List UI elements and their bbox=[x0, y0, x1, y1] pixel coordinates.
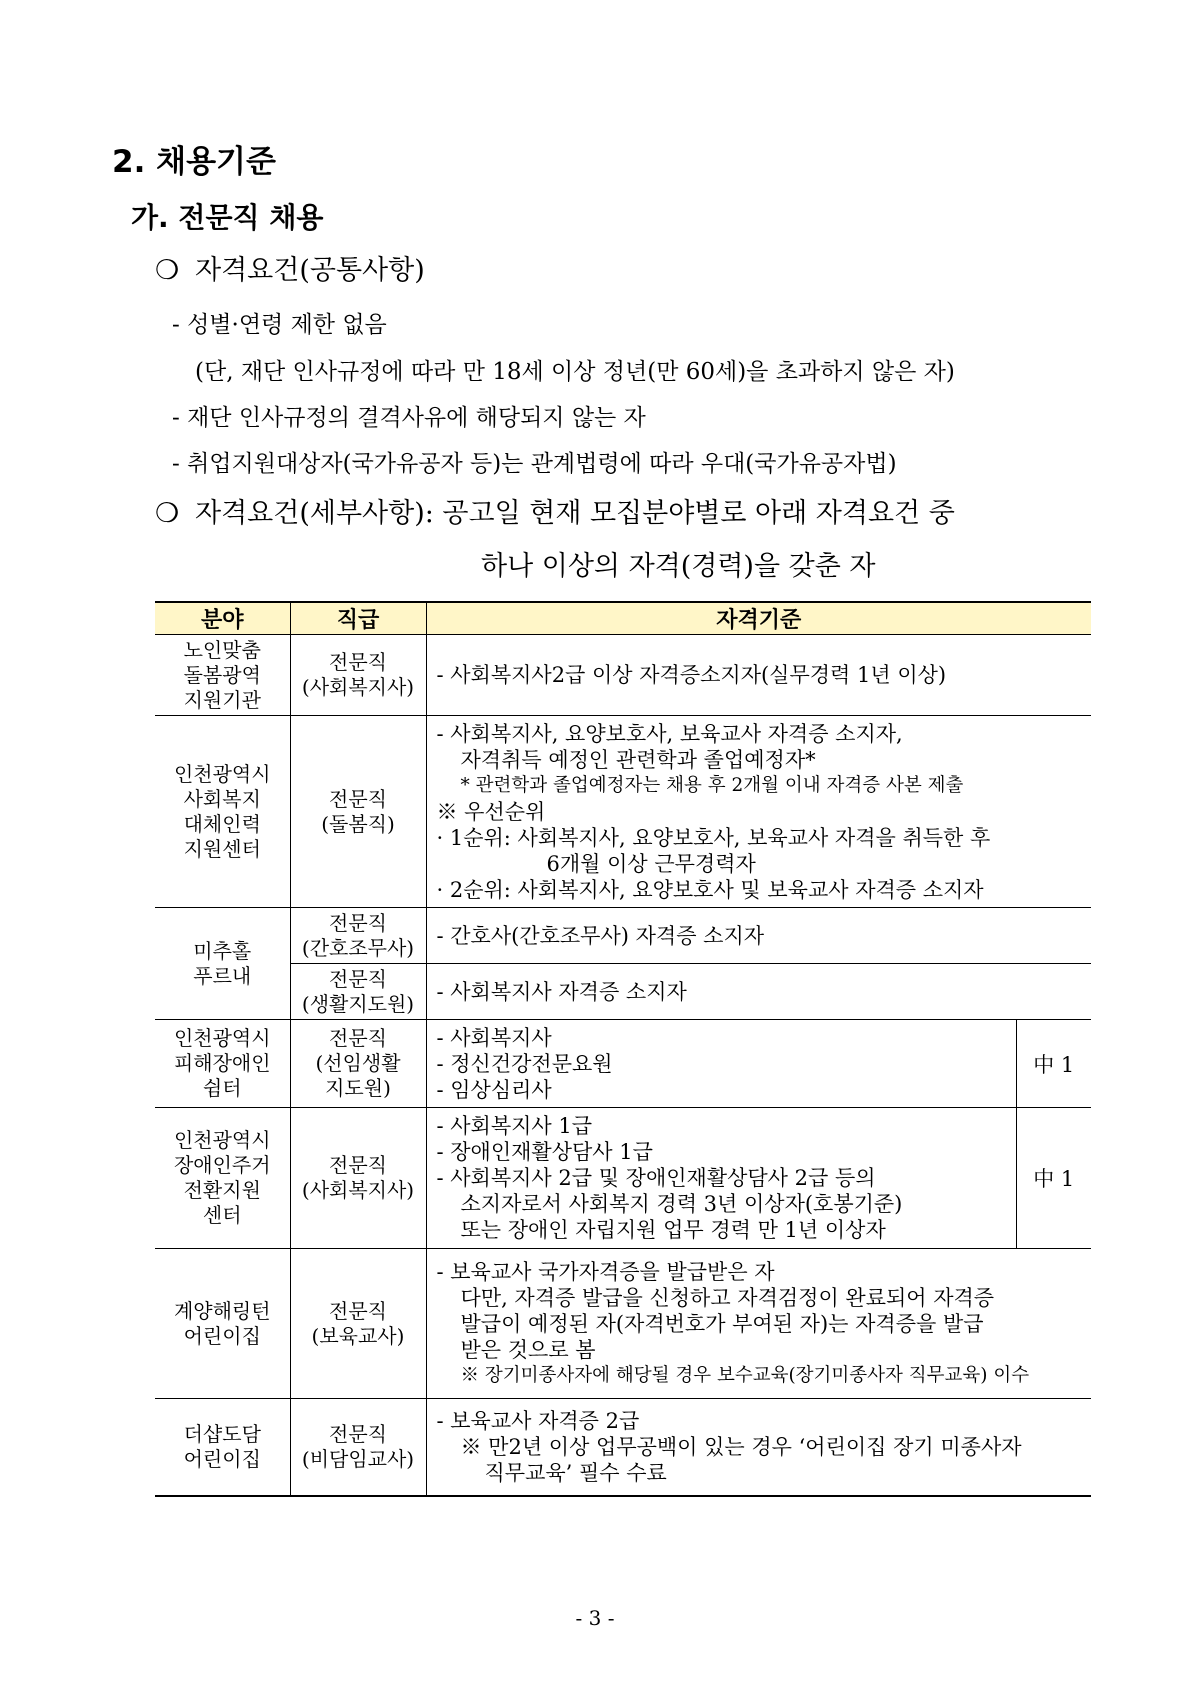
grade-cell: 전문직 (선임생활 지도원) bbox=[290, 1020, 426, 1108]
common-item: - 재단 인사규정의 결격사유에 해당되지 않는 자 bbox=[172, 405, 646, 431]
field-cell: 인천광역시 피해장애인 쉼터 bbox=[155, 1020, 290, 1108]
field-cell: 인천광역시 사회복지 대체인력 지원센터 bbox=[155, 716, 290, 908]
grade-cell: 전문직 (사회복지사) bbox=[290, 635, 426, 716]
detail-heading-text: 자격요건(세부사항): 공고일 현재 모집분야별로 아래 자격요건 중 bbox=[195, 498, 955, 529]
table-row bbox=[155, 964, 1091, 1020]
header-field: 분야 bbox=[155, 602, 290, 635]
grade-cell: 전문직 (비담임교사) bbox=[290, 1399, 426, 1496]
subsection-title: 가. 전문직 채용 bbox=[131, 201, 324, 234]
field-cell: 미추홀 푸르내 bbox=[155, 908, 290, 1020]
grade-cell: 전문직 (사회복지사) bbox=[290, 1108, 426, 1249]
field-cell: 계양해링턴 어린이집 bbox=[155, 1249, 290, 1399]
common-item: - 취업지원대상자(국가유공자 등)는 관계법령에 따라 우대(국가유공자법) bbox=[172, 451, 897, 477]
table-row bbox=[155, 635, 1091, 716]
field-cell: 더샵도담 어린이집 bbox=[155, 1399, 290, 1496]
common-item: (단, 재단 인사규정에 따라 만 18세 이상 정년(만 60세)을 초과하지 않은 자) bbox=[195, 359, 955, 385]
detail-heading bbox=[155, 491, 955, 530]
circle-bullet-icon: ❍ bbox=[155, 498, 180, 529]
criteria-cell: - 보육교사 국가자격증을 발급받은 자 다만, 자격증 발급을 신청하고 자격검정이 완료되어 자격증 발급이 예정된 자(자격번호가 부여된 자)는 자격증을 발급 받은 것으로 봄 ※ 장기미종사자에 해당될 경우 보수교육(장기미종사자 직무교육) 이수 bbox=[426, 1249, 1091, 1399]
criteria-cell: - 사회복지사 자격증 소지자 bbox=[426, 964, 1091, 1020]
criteria-cell: - 간호사(간호조무사) 자격증 소지자 bbox=[426, 908, 1091, 964]
circle-bullet-icon: ❍ bbox=[155, 255, 180, 286]
criteria-cell: - 사회복지사, 요양보호사, 보육교사 자격증 소지자, 자격취득 예정인 관련학과 졸업예정자* * 관련학과 졸업예정자는 채용 후 2개월 이내 자격증 사본 제출 ※ 우선순위 · 1순위: 사회복지사, 요양보호사, 보육교사 자격을 취득한 후 6개월 이상 근무경력자 · 2순위: 사회복지사, 요양보호사 및 보육교사 자격증 소지자 bbox=[426, 716, 1091, 908]
table-header-row bbox=[155, 602, 1091, 635]
table-row bbox=[155, 1249, 1091, 1399]
page-number: - 3 - bbox=[575, 1606, 615, 1630]
table-row bbox=[155, 1108, 1091, 1249]
common-heading bbox=[155, 248, 425, 287]
requirements-table bbox=[155, 601, 1091, 1497]
table-row bbox=[155, 1399, 1091, 1496]
note-cell: 中 1 bbox=[1016, 1108, 1091, 1249]
header-grade: 직급 bbox=[290, 602, 426, 635]
section-title: 2. 채용기준 bbox=[112, 144, 276, 180]
table-row bbox=[155, 908, 1091, 964]
note-cell: 中 1 bbox=[1016, 1020, 1091, 1108]
header-criteria: 자격기준 bbox=[426, 602, 1091, 635]
grade-cell: 전문직 (생활지도원) bbox=[290, 964, 426, 1020]
grade-cell: 전문직 (보육교사) bbox=[290, 1249, 426, 1399]
grade-cell: 전문직 (간호조무사) bbox=[290, 908, 426, 964]
criteria-cell: - 보육교사 자격증 2급 ※ 만2년 이상 업무공백이 있는 경우 ‘어린이집 장기 미종사자 직무교육’ 필수 수료 bbox=[426, 1399, 1091, 1496]
detail-heading-cont: 하나 이상의 자격(경력)을 갖춘 자 bbox=[481, 551, 876, 582]
grade-cell: 전문직 (돌봄직) bbox=[290, 716, 426, 908]
criteria-cell: - 사회복지사2급 이상 자격증소지자(실무경력 1년 이상) bbox=[426, 635, 1091, 716]
table-row bbox=[155, 716, 1091, 908]
field-cell: 인천광역시 장애인주거 전환지원 센터 bbox=[155, 1108, 290, 1249]
criteria-cell: - 사회복지사 - 정신건강전문요원 - 임상심리사 bbox=[426, 1020, 1016, 1108]
criteria-cell: - 사회복지사 1급 - 장애인재활상담사 1급 - 사회복지사 2급 및 장애인재활상담사 2급 등의 소지자로서 사회복지 경력 3년 이상자(호봉기준) 또는 장애인 자립지원 업무 경력 만 1년 이상자 bbox=[426, 1108, 1016, 1249]
common-heading-text: 자격요건(공통사항) bbox=[195, 255, 425, 286]
common-item: - 성별·연령 제한 없음 bbox=[172, 312, 387, 338]
field-cell: 노인맞춤 돌봄광역 지원기관 bbox=[155, 635, 290, 716]
table-row bbox=[155, 1020, 1091, 1108]
